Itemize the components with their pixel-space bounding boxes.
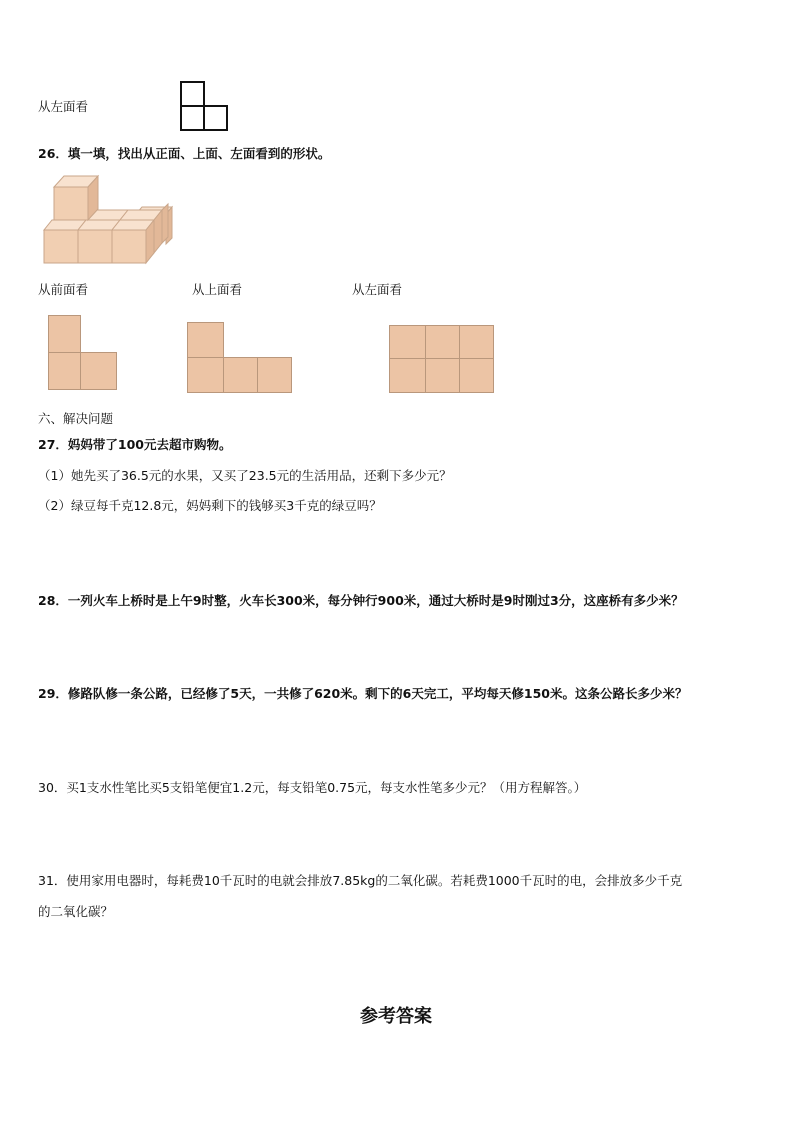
q31-question-line-1: 31．使用家用电器时，每耗费10千瓦时的电就会排放7.85kg的二氧化碳。若耗费1000千瓦时的电，会排放多少千克 bbox=[38, 873, 683, 888]
square-left-5 bbox=[426, 359, 460, 393]
q26-prompt: 26．填一填，找出从正面、上面、左面看到的形状。 bbox=[38, 146, 331, 161]
cube-front-1 bbox=[44, 230, 78, 263]
q26-label-front: 从前面看 bbox=[38, 282, 89, 297]
cube-front-3 bbox=[112, 230, 146, 263]
square-front-bottom-right bbox=[81, 353, 117, 390]
q31-question-line-2: 的二氧化碳？ bbox=[38, 904, 114, 919]
square-top-upper bbox=[188, 323, 224, 358]
q26-front-view-figure bbox=[48, 315, 118, 391]
q27-part-2: （2）绿豆每千克12.8元，妈妈剩下的钱够买3千克的绿豆吗？ bbox=[38, 498, 382, 513]
q25-left-view-label: 从左面看 bbox=[38, 99, 89, 114]
square-front-top bbox=[49, 316, 81, 353]
square-left-4 bbox=[390, 359, 426, 393]
q26-label-top: 从上面看 bbox=[192, 282, 243, 297]
square-left-2 bbox=[426, 326, 460, 359]
q28-question: 28．一列火车上桥时是上午9时整，火车长300米，每分钟行900米，通过大桥时是9时刚过3分，这座桥有多少米？ bbox=[38, 593, 684, 608]
cube-back-side-2 bbox=[162, 204, 168, 243]
q30-question: 30．买1支水性笔比买5支铅笔便宜1.2元，每支铅笔0.75元，每支水性笔多少元？（用方程解答。） bbox=[38, 780, 587, 795]
square-top-bottom-3 bbox=[258, 358, 292, 393]
cube-upper bbox=[54, 187, 88, 220]
cube-front-2 bbox=[78, 230, 112, 263]
q26-left-view-figure bbox=[389, 325, 497, 395]
square-left-1 bbox=[390, 326, 426, 359]
outline-square-bottom-right bbox=[204, 106, 227, 130]
square-left-6 bbox=[460, 359, 494, 393]
q26-top-view-figure bbox=[187, 322, 293, 394]
q27-prompt: 27．妈妈带了100元去超市购物。 bbox=[38, 437, 232, 452]
outline-square-top bbox=[181, 82, 204, 106]
square-top-bottom-1 bbox=[188, 358, 224, 393]
q26-cube-stack-figure bbox=[42, 174, 172, 266]
section-6-heading: 六、解决问题 bbox=[38, 411, 114, 426]
q25-left-view-figure bbox=[180, 81, 230, 133]
answer-section-title: 参考答案 bbox=[360, 1006, 432, 1027]
q29-question: 29．修路队修一条公路，已经修了5天，一共修了620米。剩下的6天完工，平均每天修150米。这条公路长多少米？ bbox=[38, 686, 688, 701]
q26-label-left: 从左面看 bbox=[352, 282, 403, 297]
square-top-bottom-2 bbox=[224, 358, 258, 393]
outline-square-bottom-left bbox=[181, 106, 204, 130]
square-left-3 bbox=[460, 326, 494, 359]
q27-part-1: （1）她先买了36.5元的水果，又买了23.5元的生活用品，还剩下多少元？ bbox=[38, 468, 452, 483]
square-front-bottom-left bbox=[49, 353, 81, 390]
